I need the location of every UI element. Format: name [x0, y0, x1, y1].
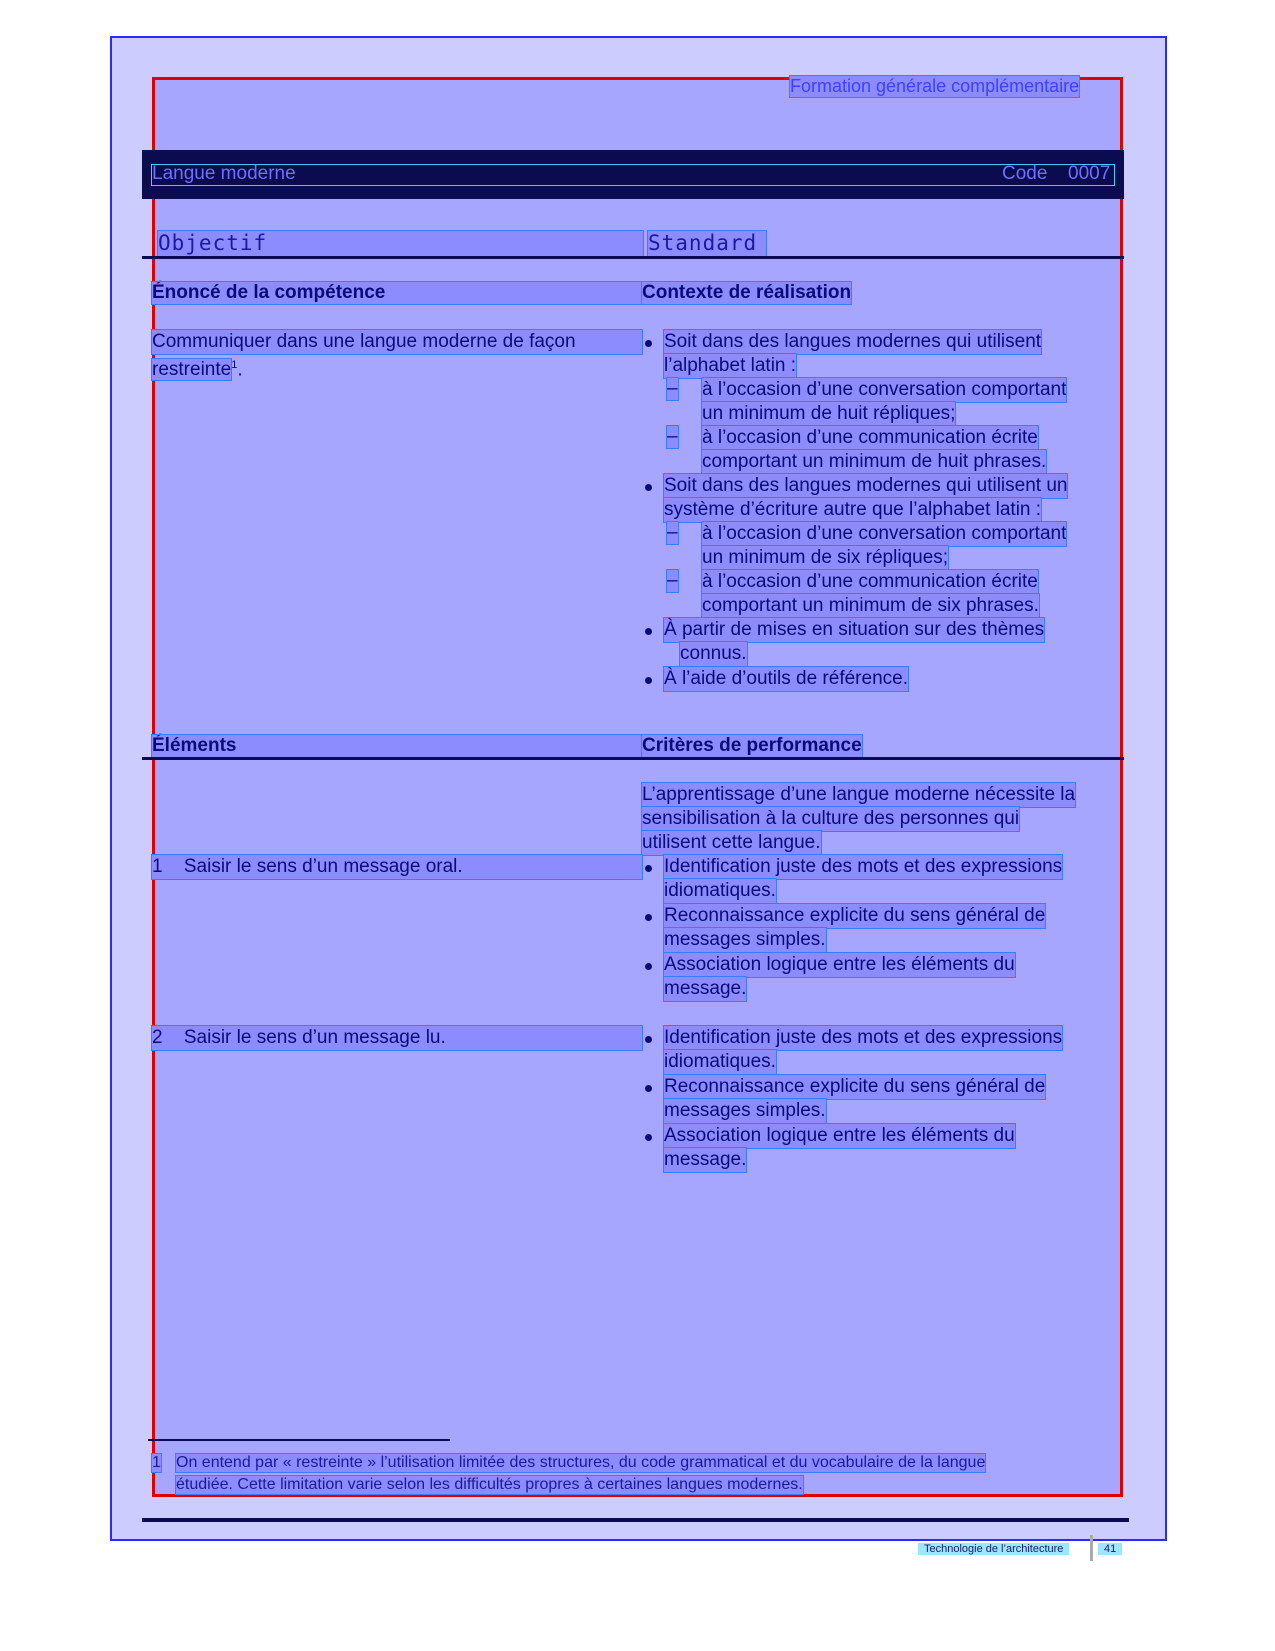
context-line-11: à l’occasion d’une communication écrite: [702, 571, 1038, 592]
footnote-number: 1: [152, 1454, 161, 1471]
context-line-7: Soit dans des langues modernes qui utilisent un: [664, 475, 1068, 496]
course-code: 0007: [1068, 163, 1111, 184]
criterion-line: Reconnaissance explicite du sens général de: [664, 905, 1046, 926]
footnote-line-1: On entend par « restreinte » l’utilisation limitée des structures, du code grammatical et du vocabulaire de la langue: [176, 1454, 986, 1471]
bullet-icon: [645, 1036, 652, 1043]
dash-icon: –: [667, 522, 678, 543]
criterion-line: Association logique entre les éléments du: [664, 1125, 1015, 1146]
context-line-2: l’alphabet latin :: [664, 355, 797, 376]
context-line-10: un minimum de six répliques;: [702, 547, 949, 568]
criterion-line: messages simples.: [664, 929, 826, 950]
bullet-icon: [645, 340, 652, 347]
criterion-line: message.: [664, 978, 747, 999]
criterion-line: Association logique entre les éléments du: [664, 954, 1015, 975]
context-line-1: Soit dans des langues modernes qui utilisent: [664, 331, 1042, 352]
bullet-icon: [645, 1134, 652, 1141]
course-title: Langue moderne: [152, 163, 296, 184]
footer-divider: [1090, 1535, 1093, 1561]
standard-column-title: Standard: [648, 231, 766, 257]
footnote-line-2: étudiée. Cette limitation varie selon les difficultés propres à certaines langues modernes.: [176, 1476, 803, 1493]
page-number: 41: [1098, 1543, 1122, 1555]
element-item-1: [152, 855, 642, 879]
section-rule-bottom: [142, 757, 1124, 760]
bullet-icon: [645, 677, 652, 684]
competence-line-2: [152, 353, 642, 382]
context-line-8: système d’écriture autre que l’alphabet latin :: [664, 499, 1042, 520]
criterion-line: messages simples.: [664, 1100, 826, 1121]
title-bar-inner: [152, 165, 1114, 185]
bullet-icon: [645, 914, 652, 921]
context-line-6: comportant un minimum de huit phrases.: [702, 451, 1047, 472]
context-line-4: un minimum de huit répliques;: [702, 403, 956, 424]
footnote-ref: 1: [231, 359, 238, 371]
bullet-icon: [645, 963, 652, 970]
context-line-5: à l’occasion d’une communication écrite: [702, 427, 1038, 448]
section-header: Formation générale complémentaire: [790, 76, 1080, 96]
competence-line-2-end: .: [237, 359, 243, 381]
context-line-12: comportant un minimum de six phrases.: [702, 595, 1039, 616]
program-name: Technologie de l’architecture: [918, 1543, 1069, 1555]
element-item-2: [152, 1026, 642, 1050]
bullet-icon: [645, 865, 652, 872]
element-number: 2: [152, 1027, 163, 1048]
criteria-intro-line-1: L’apprentissage d’une langue moderne nécessite la: [642, 784, 1076, 805]
dash-icon: –: [667, 426, 678, 447]
elements-heading: Éléments: [152, 735, 642, 757]
context-line-13: À partir de mises en situation sur des thèmes: [664, 619, 1045, 640]
competence-heading: Énoncé de la compétence: [152, 282, 642, 304]
competence-line-2-text: restreinte: [152, 359, 232, 381]
element-text: Saisir le sens d’un message oral.: [183, 856, 463, 877]
dash-icon: –: [667, 378, 678, 399]
code-label: Code: [1002, 163, 1048, 184]
element-number: 1: [152, 856, 163, 877]
context-line-15: À l’aide d’outils de référence.: [664, 668, 908, 689]
footnote-rule: [148, 1439, 450, 1441]
context-line-9: à l’occasion d’une conversation comportant: [702, 523, 1067, 544]
context-line-3: à l’occasion d’une conversation comportant: [702, 379, 1067, 400]
criterion-line: idiomatiques.: [664, 1051, 776, 1072]
criteria-heading: Critères de performance: [642, 735, 862, 756]
criterion-line: message.: [664, 1149, 747, 1170]
dash-icon: –: [667, 570, 678, 591]
bullet-icon: [645, 1085, 652, 1092]
criterion-line: Identification juste des mots et des expressions: [664, 1027, 1063, 1048]
context-line-14: connus.: [680, 643, 747, 664]
criteria-intro-line-2: sensibilisation à la culture des personnes qui: [642, 808, 1020, 829]
bullet-icon: [645, 628, 652, 635]
criterion-line: Identification juste des mots et des expressions: [664, 856, 1063, 877]
bullet-icon: [645, 484, 652, 491]
criteria-intro-line-3: utilisent cette langue.: [642, 832, 821, 853]
element-text: Saisir le sens d’un message lu.: [183, 1027, 446, 1048]
bottom-rule: [142, 1518, 1129, 1522]
objective-column-title: Objectif: [158, 231, 643, 257]
criterion-line: Reconnaissance explicite du sens général de: [664, 1076, 1046, 1097]
competence-line-1: Communiquer dans une langue moderne de façon: [152, 330, 642, 354]
section-rule-top: [142, 256, 1124, 259]
context-heading: Contexte de réalisation: [642, 282, 852, 303]
title-bar: [142, 150, 1124, 199]
criterion-line: idiomatiques.: [664, 880, 776, 901]
